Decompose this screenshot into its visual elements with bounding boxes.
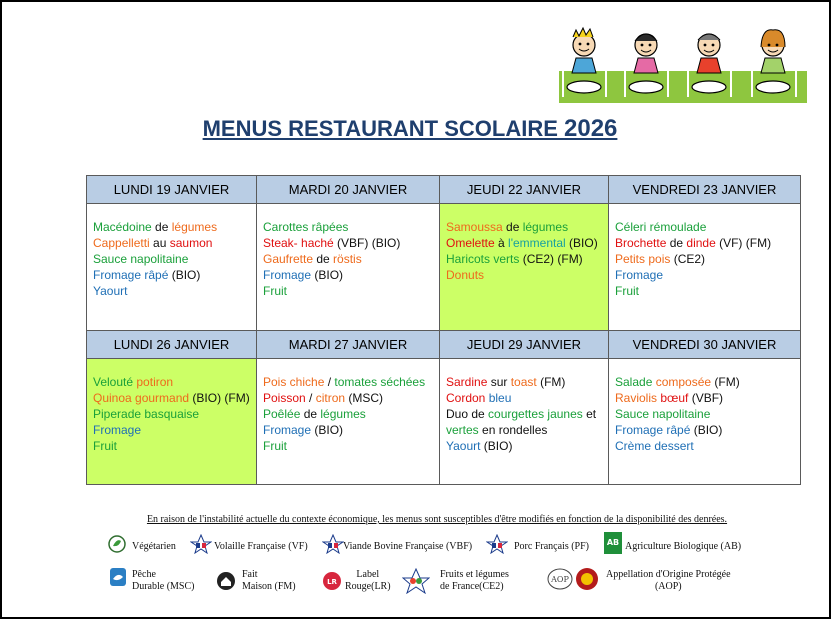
menu-line [263,283,439,299]
week2-menu-row [87,359,801,485]
day-header: LUNDI 26 JANVIER [87,331,257,359]
menu-table [86,175,801,485]
legend-vbf: Viande Bovine Française (VBF) [343,541,473,552]
day-header: LUNDI 19 JANVIER [87,176,257,204]
menu-text: vertes [446,423,479,437]
menu-text: Fromage [615,268,664,282]
day-header: MARDI 20 JANVIER [257,176,440,204]
menu-line [615,267,800,283]
menu-text: au [149,236,170,250]
menu-text: Raviolis [615,391,658,405]
menu-text: légumes [320,407,366,421]
legend-msc-line1: Pêche [132,569,156,580]
availability-disclaimer: En raison de l'instabilité actuelle du contexte économique, les menus sont susceptibles d'être modifiés en fonction de la disponibilité des denrées. [146,514,728,525]
menu-text: Salade [615,375,653,389]
day-menu [87,359,257,485]
week1-menu-row [87,204,801,331]
menu-text: Fromage [93,423,142,437]
menu-text: (BIO) (FM) [189,391,250,405]
menu-text: Velouté [93,375,134,389]
day-menu [257,359,440,485]
menu-line [446,235,608,251]
menu-text: bleu [485,391,512,405]
menu-text: (BIO) [168,268,201,282]
fruits-legumes-france-icon [402,568,430,594]
menu-text: composée [652,375,712,389]
page-title [2,115,818,143]
legend-msc-line2: Durable (MSC) [132,581,195,592]
menu-text: (CE2) (FM) [519,252,583,266]
peche-durable-icon [110,568,126,586]
fait-maison-icon [216,571,236,591]
legend-vegetarien: Végétarien [132,541,176,552]
menu-text: l'emmental [508,236,566,250]
menu-text: Fromage râpé [615,423,691,437]
menu-line [263,267,439,283]
menu-text: de [151,220,172,234]
menu-line [446,438,608,454]
menu-line [93,422,256,438]
menu-line [263,422,439,438]
menu-line [615,374,800,390]
menu-text: (BIO) [311,423,344,437]
menu-text: courgettes jaunes [488,407,583,421]
menu-text: Fruit [93,439,117,453]
day-header: VENDREDI 23 JANVIER [609,176,801,204]
vegetarian-icon [108,535,126,553]
viande-bovine-francaise-icon [322,534,344,554]
title-year: 2026 [564,115,618,142]
legend-ce2 [440,569,509,593]
ab-badge-text: AB [606,538,620,547]
menu-text: Haricots verts [446,252,520,266]
menu-text: Fromage [263,423,312,437]
legend-msc [132,569,195,593]
menu-line [615,406,800,422]
legend-lr [345,569,391,593]
menu-text: Petits pois [615,252,671,266]
menu-line [263,438,439,454]
menu-text: Sauce napolitaine [615,407,711,421]
menu-text: Quinoa gourmand [93,391,190,405]
menu-line [263,251,439,267]
menu-text: (BIO) [690,423,723,437]
menu-line [446,251,608,267]
title-text: MENUS RESTAURANT SCOLAIRE [202,116,564,141]
menu-line [93,438,256,454]
menu-text: Cordon [446,391,486,405]
menu-text: (VF) (FM) [715,236,772,250]
agriculture-biologique-icon [604,532,622,554]
menu-text: röstis [333,252,362,266]
menu-line [93,251,256,267]
child-figure-1 [572,28,596,73]
menu-text: dinde [686,236,716,250]
menu-line [263,235,439,251]
menu-line [446,267,608,283]
day-menu [609,204,801,331]
menu-text: Gaufrette [263,252,314,266]
menu-text: Céleri rémoulade [615,220,707,234]
menu-line [263,390,439,406]
menu-line [93,235,256,251]
legend-fm-line1: Fait [242,569,258,580]
menu-line [93,267,256,283]
menu-line [615,251,800,267]
legend-lr-line1: Label [356,569,380,580]
menu-text: (VBF) (BIO) [333,236,401,250]
menu-text: et [582,407,597,421]
child-figure-4 [761,30,785,73]
menu-line [93,283,256,299]
menu-text: de [666,236,687,250]
legend-fm-line2: Maison (FM) [242,581,296,592]
day-header: JEUDI 29 JANVIER [440,331,609,359]
legend-lr-line2: Rouge(LR) [345,581,391,592]
menu-line [615,390,800,406]
menu-line [446,422,608,438]
menu-text: Crème dessert [615,439,694,453]
menu-line [93,390,256,406]
menu-text: Donuts [446,268,485,282]
child-figure-2 [634,34,658,73]
legend-aop-line1: Appellation d'Origine Protégée [606,569,731,580]
menu-text: Duo de [446,407,489,421]
menu-text: (VBF) [688,391,724,405]
menu-text: Fruit [615,284,639,298]
menu-text: Piperade basquaise [93,407,200,421]
day-header: VENDREDI 30 JANVIER [609,331,801,359]
menu-text: Carottes râpées [263,220,349,234]
menu-text: Fromage râpé [93,268,169,282]
menu-text: à [494,236,509,250]
day-menu [440,359,609,485]
menu-text: (FM) [711,375,740,389]
menu-text: légumes [171,220,218,234]
day-menu [440,204,609,331]
legend-vf: Volaille Française (VF) [214,541,308,552]
menu-line [615,235,800,251]
legend-pf: Porc Français (PF) [514,541,589,552]
menu-text: Sauce napolitaine [93,252,189,266]
menu-text: sur [487,375,511,389]
legend-ce2-line1: Fruits et légumes [440,569,509,580]
children-at-table-illustration [559,25,807,103]
lr-badge-text: LR [327,578,337,586]
menu-text: Steak- haché [263,236,334,250]
volaille-francaise-icon [190,534,212,554]
menu-text: Fruit [263,284,287,298]
menu-text: Omelette [446,236,495,250]
menu-text: (BIO) [311,268,344,282]
menu-text: toast [510,375,537,389]
menu-line [615,219,800,235]
day-menu [609,359,801,485]
menu-text: Poisson [263,391,306,405]
legend-fm [242,569,296,593]
week1-header-row [87,176,801,204]
menu-text: Yaourt [93,284,128,298]
menu-text: de [502,220,523,234]
menu-line [93,374,256,390]
menu-text: potiron [133,375,174,389]
menu-text: (CE2) [670,252,706,266]
menu-line [615,283,800,299]
menu-text: saumon [169,236,213,250]
aop-icon [546,566,602,592]
menu-text: tomates séchées [334,375,426,389]
menu-line [446,374,608,390]
menu-text: Sardine [446,375,488,389]
legend-aop [606,569,731,593]
day-header: MARDI 27 JANVIER [257,331,440,359]
menu-text: légumes [522,220,569,234]
menu-line [446,406,608,422]
menu-line [263,374,439,390]
menu-text: en rondelles [478,423,548,437]
menu-line [615,438,800,454]
aop-badge-text: AOP [551,575,569,584]
menu-text: Samoussa [446,220,503,234]
menu-text: Macédoine [93,220,152,234]
menu-line [446,219,608,235]
child-figure-3 [697,34,721,73]
menu-text: bœuf [657,391,689,405]
label-rouge-icon [322,571,342,591]
porc-francais-icon [486,534,508,554]
menu-line [615,422,800,438]
menu-text: Poêlée [263,407,301,421]
menu-text: / [305,391,316,405]
menu-text: Fromage [263,268,312,282]
day-header: JEUDI 22 JANVIER [440,176,609,204]
menu-text: (FM) [536,375,566,389]
legend-ab: Agriculture Biologique (AB) [625,541,742,552]
menu-text: / [324,375,335,389]
legend-aop-line2: (AOP) [654,581,682,592]
menu-text: (BIO) [480,439,513,453]
menu-text: de [313,252,334,266]
menu-line [93,406,256,422]
menu-text: de [300,407,321,421]
day-menu [257,204,440,331]
menu-line [446,390,608,406]
menu-text: (MSC) [345,391,384,405]
menu-text: (BIO) [565,236,598,250]
menu-text: Brochette [615,236,667,250]
menu-line [263,219,439,235]
menu-text: Pois chiche [263,375,325,389]
menu-text: Fruit [263,439,287,453]
menu-line [93,219,256,235]
menu-text: Yaourt [446,439,481,453]
day-menu [87,204,257,331]
menu-text: Cappelletti [93,236,150,250]
week2-header-row [87,331,801,359]
menu-line [263,406,439,422]
legend-ce2-line2: de France(CE2) [440,581,504,592]
menu-text: citron [315,391,346,405]
